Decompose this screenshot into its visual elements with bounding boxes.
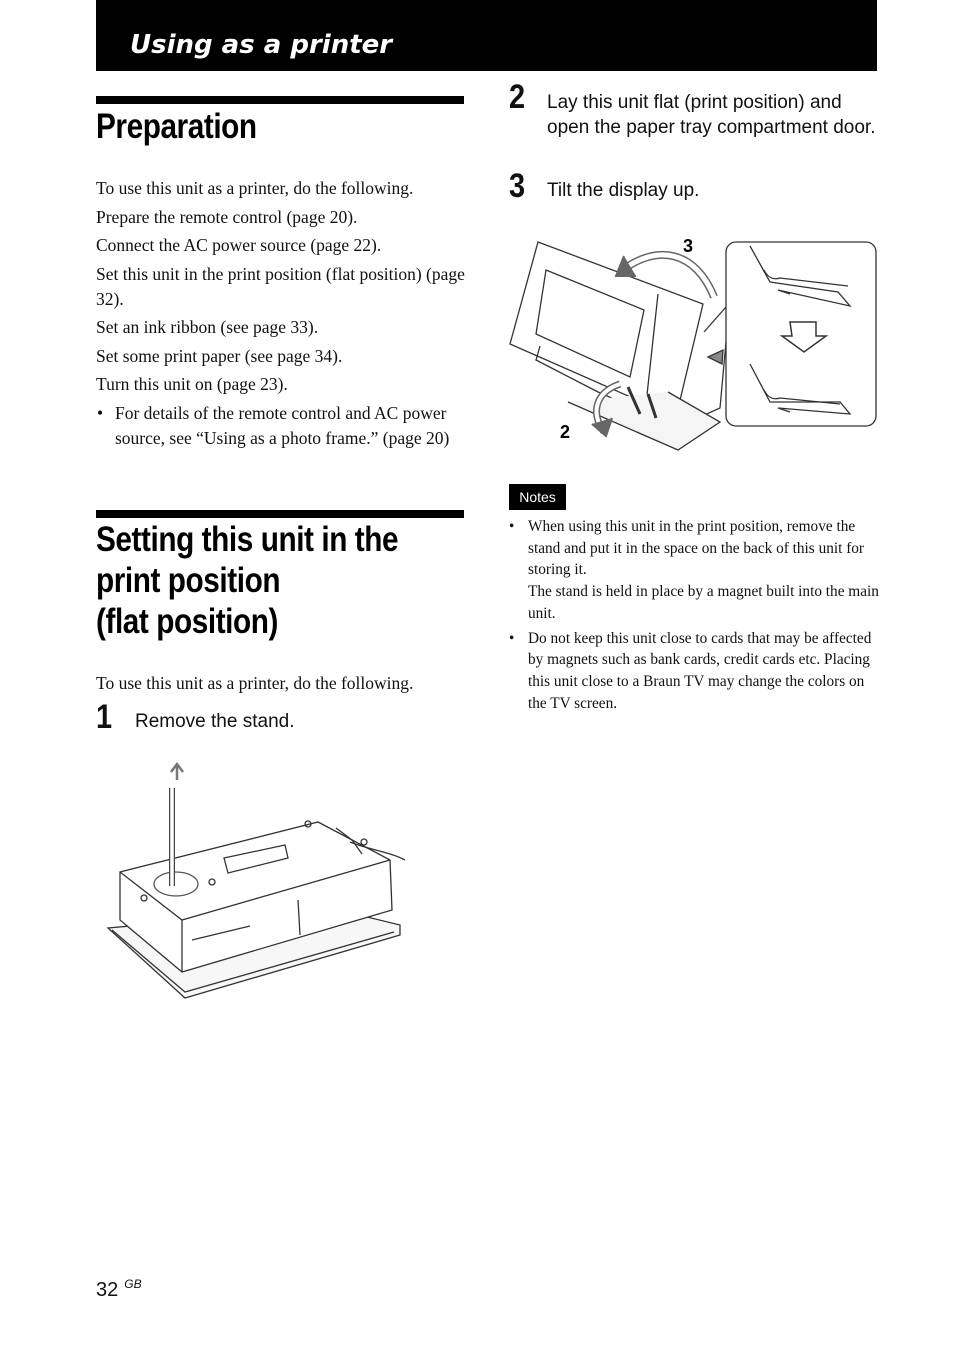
page-number xyxy=(96,1277,142,1302)
remove-stand-illustration xyxy=(100,760,420,1020)
notes-list xyxy=(509,516,881,717)
note-extra-text: The stand is held in place by a magnet built into the main unit. xyxy=(528,583,879,622)
diagram-label-2: 2 xyxy=(560,422,571,442)
heading-rule xyxy=(96,96,464,104)
note-item xyxy=(509,628,881,715)
note-item xyxy=(509,516,881,625)
notes-badge: Notes xyxy=(509,484,566,510)
step-1-text: Remove the stand. xyxy=(135,711,295,732)
setting-heading-line: (flat position) xyxy=(96,602,279,641)
preparation-body xyxy=(96,176,468,451)
setting-heading-line: Setting this unit in the xyxy=(96,520,399,559)
preparation-paragraph: Prepare the remote control (page 20). xyxy=(96,206,358,227)
step-3-text: Tilt the display up. xyxy=(547,180,700,201)
bullet-dot: • xyxy=(509,518,515,535)
preparation-paragraph: Turn this unit on (page 23). xyxy=(96,374,288,394)
step-3-number: 3 xyxy=(509,167,526,205)
step-1-number: 1 xyxy=(96,698,113,736)
preparation-heading: Preparation xyxy=(96,107,257,146)
step-2-text: Lay this unit flat (print position) and open the paper tray compartment door. xyxy=(547,92,876,138)
tilt-display-illustration xyxy=(508,232,880,457)
bullet-dot: • xyxy=(509,629,515,647)
section-header-bar xyxy=(96,0,877,71)
note-text: Do not keep this unit close to cards that may be affected by magnets such as bank cards, credit cards etc. Placing this unit close to a Braun TV may change the colors on the TV screen. xyxy=(528,629,872,712)
preparation-paragraph: Set this unit in the print position (flat position) (page 32). xyxy=(96,263,465,309)
bullet-dot: • xyxy=(97,402,104,423)
page-number-value: 32 xyxy=(96,1279,119,1301)
preparation-paragraph: To use this unit as a printer, do the following. xyxy=(96,178,414,198)
note-text: When using this unit in the print position, remove the stand and put it in the space on the back of this unit for storing it. xyxy=(528,518,865,579)
setting-heading xyxy=(96,519,398,642)
step-2-number: 2 xyxy=(509,78,526,116)
preparation-paragraph: Set an ink ribbon (see page 33). xyxy=(96,317,319,337)
setting-intro: To use this unit as a printer, do the following. xyxy=(96,673,414,693)
preparation-paragraph: Connect the AC power source (page 22). xyxy=(96,235,382,255)
heading-rule xyxy=(96,510,464,518)
setting-heading-line: print position xyxy=(96,561,281,600)
preparation-bullet xyxy=(96,401,468,451)
preparation-paragraph: Set some print paper (see page 34). xyxy=(96,345,343,366)
section-title: Using as a printer xyxy=(130,30,393,60)
page-region: GB xyxy=(124,1277,142,1291)
diagram-label-3: 3 xyxy=(683,236,694,256)
preparation-bullet-text: For details of the remote control and AC power source, see “Using as a photo frame.” (page 20) xyxy=(115,402,450,448)
